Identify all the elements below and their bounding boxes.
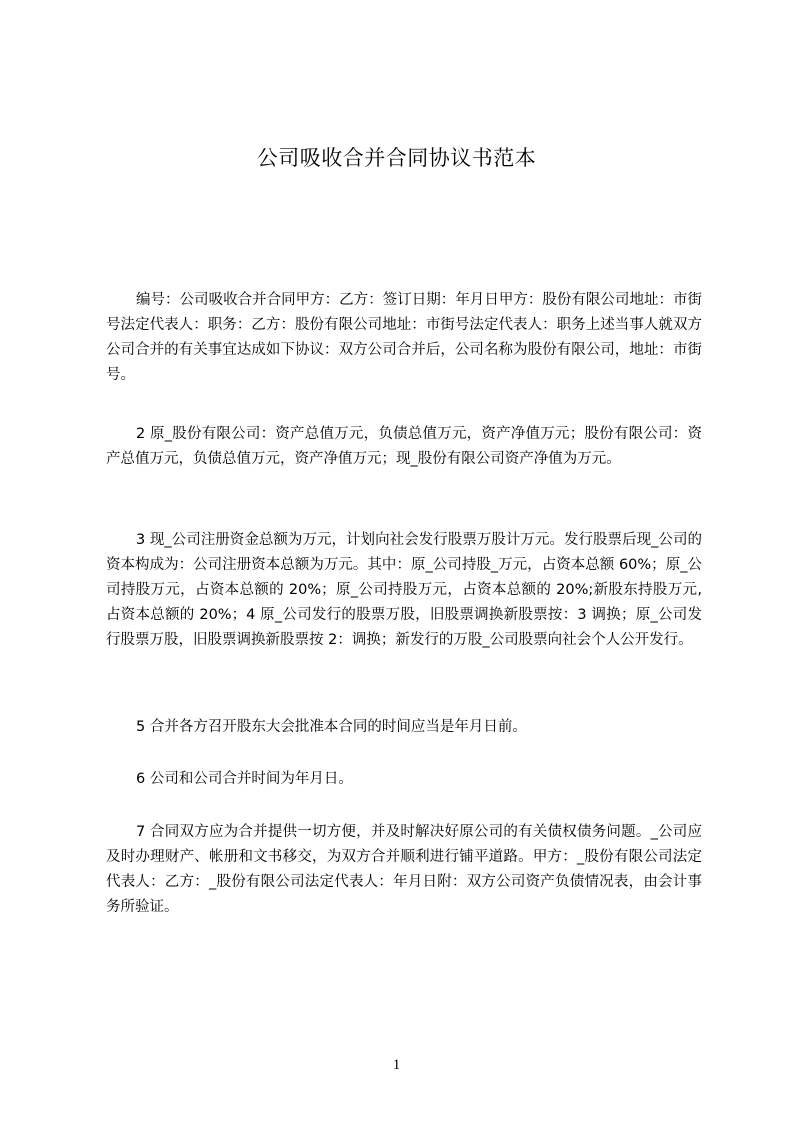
paragraph-parties: 编号：公司吸收合并合同甲方：乙方：签订日期：年月日甲方：股份有限公司地址：市街号法定代表人：职务：乙方：股份有限公司地址：市街号法定代表人：职务上述当事人就双方公司合并的有关事宜达成如下协议：双方公司合并后，公司名称为股份有限公司，地址：市街号。 (106, 292, 702, 383)
paragraph-capital: 3 现_公司注册资金总额为万元，计划向社会发行股票万股计万元。发行股票后现_公司的资本构成为：公司注册资本总额为万元。其中：原_公司持股_万元，占资本总额 60%；原_公司持股万元，占资本总额的 20%；原_公司持股万元，占资本总额的 20%;新股东持股万元,占资本总额的 20%；4 原_公司发行的股票万股，旧股票调换新股票按：3 调换；原_公司发行股票万股，旧股票调换新股票按 2：调换；新发行的万股_公司股票向社会个人公开发行。 (106, 532, 702, 648)
paragraph-merger-date: 6 公司和公司合并时间为年月日。 (136, 771, 353, 787)
paragraph-shareholder-meeting: 5 合并各方召开股东大会批准本合同的时间应当是年月日前。 (136, 719, 527, 735)
paragraph-assets: 2 原_股份有限公司：资产总值万元，负债总值万元，资产净值万元；股份有限公司：资产总值万元，负债总值万元，资产净值万元；现_股份有限公司资产净值为万元。 (106, 426, 702, 467)
page-number: 1 (392, 1057, 401, 1073)
document-title: 公司吸收合并合同协议书范本 (256, 146, 537, 170)
paragraph-cooperation: 7 合同双方应为合并提供一切方便，并及时解决好原公司的有关债权债务问题。_公司应及时办理财产、帐册和文书移交，为双方合并顺利进行铺平道路。甲方：_股份有限公司法定代表人：乙方：_股份有限公司法定代表人：年月日附：双方公司资产负债情况表，由会计事务所验证。 (106, 824, 702, 915)
